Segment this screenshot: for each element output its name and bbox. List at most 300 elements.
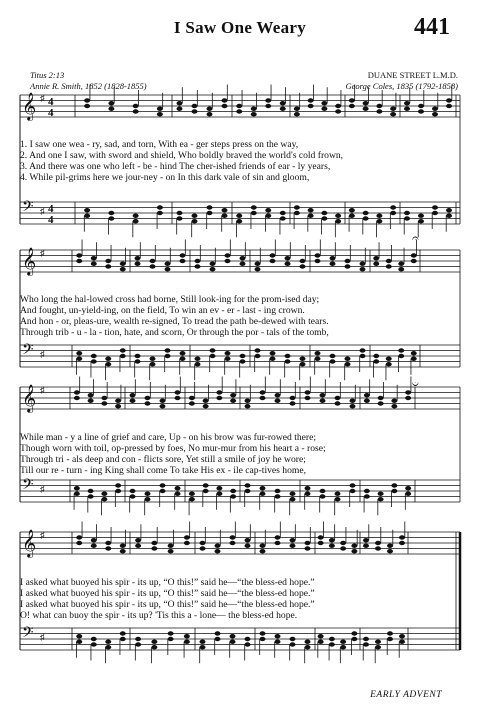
note-head <box>405 492 411 496</box>
note-head <box>177 216 183 220</box>
note-head <box>168 544 174 548</box>
note-head <box>405 390 411 394</box>
note-head <box>330 256 336 260</box>
note-head <box>270 357 276 361</box>
note-head <box>360 267 366 271</box>
note-head <box>145 396 151 400</box>
note-head <box>230 494 236 498</box>
hymn-title: I Saw One Weary <box>173 18 307 37</box>
note-head <box>192 219 198 223</box>
note-head <box>335 214 341 218</box>
note-head <box>350 483 356 487</box>
note-head <box>391 399 397 403</box>
note-head <box>315 253 321 257</box>
note-head <box>230 640 236 644</box>
note-head <box>91 354 97 358</box>
note-head <box>145 401 151 405</box>
note-head <box>432 211 438 215</box>
note-head <box>315 357 321 361</box>
note-head <box>335 497 341 501</box>
note-head <box>222 98 228 102</box>
note-head <box>215 549 221 553</box>
note-head <box>157 211 163 215</box>
note-head <box>320 399 326 403</box>
note-head <box>399 535 405 539</box>
note-head <box>133 104 139 108</box>
note-head <box>375 645 381 649</box>
note-head <box>305 640 311 644</box>
note-head <box>373 256 379 260</box>
treble-clef-icon: 𝄞 <box>22 529 37 557</box>
time-signature: 4 <box>48 96 54 108</box>
time-signature: 4 <box>48 203 54 215</box>
lyric-line: I asked what buoyed his spir - its up, “O this!” said he—“the bless-ed hope.” <box>20 577 315 588</box>
note-head <box>160 483 166 487</box>
note-head <box>398 348 404 352</box>
note-head <box>270 253 276 257</box>
time-signature: 4 <box>48 214 54 226</box>
note-head <box>275 393 281 397</box>
note-head <box>184 634 190 638</box>
note-head <box>320 393 326 397</box>
note-head <box>308 214 314 218</box>
note-head <box>245 538 251 542</box>
note-head <box>135 354 141 358</box>
note-head <box>255 267 261 271</box>
note-head <box>398 262 404 266</box>
lyric-line: And hon - or, pleas-ure, wealth re-signed, To tread the path be-dewed with tears. <box>20 316 329 328</box>
note-head <box>240 359 246 363</box>
note-head <box>230 535 236 539</box>
note-head <box>230 634 236 638</box>
note-head <box>300 259 306 263</box>
note-head <box>168 631 174 635</box>
note-head <box>432 205 438 209</box>
note-head <box>386 264 392 268</box>
note-head <box>387 631 393 635</box>
note-head <box>84 98 90 102</box>
note-head <box>390 112 396 116</box>
note-head <box>308 208 314 212</box>
note-head <box>411 259 417 263</box>
note-head <box>260 486 266 490</box>
note-head <box>404 211 410 215</box>
note-head <box>251 112 257 116</box>
note-head <box>245 637 251 641</box>
note-head <box>108 107 114 111</box>
note-head <box>300 264 306 268</box>
note-head <box>184 541 190 545</box>
note-head <box>177 211 183 215</box>
note-head <box>200 541 206 545</box>
note-head <box>330 359 336 363</box>
note-head <box>405 396 411 400</box>
note-head <box>275 494 281 498</box>
bass-clef-icon: 𝄢 <box>22 198 34 219</box>
bass-clef-icon: 𝄢 <box>22 341 34 362</box>
note-head <box>280 101 286 105</box>
note-head <box>200 640 206 644</box>
note-head <box>207 211 213 215</box>
note-head <box>222 214 228 218</box>
note-head <box>305 390 311 394</box>
note-head <box>318 535 324 539</box>
note-head <box>91 637 97 641</box>
note-head <box>363 107 369 111</box>
note-head <box>151 541 157 545</box>
note-head <box>315 259 321 263</box>
note-head <box>115 483 121 487</box>
lyrics-block-4 <box>20 577 460 621</box>
note-head <box>363 216 369 220</box>
note-head <box>88 393 94 397</box>
note-head <box>260 631 266 635</box>
note-head <box>175 396 181 400</box>
note-head <box>349 208 355 212</box>
note-head <box>165 354 171 358</box>
note-head <box>184 640 190 644</box>
note-head <box>105 362 111 366</box>
treble-clef-icon: 𝄞 <box>22 92 37 120</box>
note-head <box>418 104 424 108</box>
note-head <box>101 497 107 501</box>
note-head <box>294 211 300 215</box>
note-head <box>133 214 139 218</box>
note-head <box>76 535 82 539</box>
note-head <box>180 259 186 263</box>
note-head <box>76 351 82 355</box>
note-head <box>321 107 327 111</box>
note-head <box>135 359 141 363</box>
note-head <box>160 399 166 403</box>
note-head <box>320 489 326 493</box>
note-head <box>340 640 346 644</box>
note-head <box>363 544 369 548</box>
lyric-line: Till our re - turn - ing King shall come To take His ex - ile cap-tives home, <box>20 465 307 477</box>
note-head <box>350 489 356 493</box>
note-head <box>360 354 366 358</box>
note-head <box>290 497 296 501</box>
note-head <box>375 640 381 644</box>
note-head <box>189 497 195 501</box>
note-head <box>290 544 296 548</box>
note-head <box>120 354 126 358</box>
note-head <box>180 351 186 355</box>
note-head <box>305 492 311 496</box>
lyric-line: 3. And there was one who left - be - hind The cher-ished friends of ear - ly years, <box>20 161 331 173</box>
lyric-line: Who long the hal-lowed cross had borne, Still look-ing for the prom-ised day; <box>20 294 320 305</box>
note-head <box>240 354 246 358</box>
note-head <box>230 541 236 545</box>
note-head <box>91 642 97 646</box>
sharp-icon: ♯ <box>40 385 45 395</box>
note-head <box>133 109 139 113</box>
lyric-line: O! what can buoy the spir - its up? 'Tis this a - lone— the bless-ed hope. <box>20 610 298 622</box>
treble-clef-icon: 𝄞 <box>22 384 37 412</box>
note-head <box>363 211 369 215</box>
note-head <box>195 357 201 361</box>
note-head <box>446 98 452 102</box>
note-head <box>321 211 327 215</box>
note-head <box>345 264 351 268</box>
note-head <box>260 492 266 496</box>
note-head <box>387 549 393 553</box>
sharp-icon: ♯ <box>40 632 45 642</box>
note-head <box>207 205 213 209</box>
note-head <box>157 205 163 209</box>
note-head <box>265 98 271 102</box>
note-head <box>260 390 266 394</box>
note-head <box>390 205 396 209</box>
note-head <box>245 404 251 408</box>
note-head <box>335 109 341 113</box>
note-head <box>210 262 216 266</box>
note-head <box>168 637 174 641</box>
note-head <box>91 538 97 542</box>
note-head <box>189 401 195 405</box>
lyric-line: 1. I saw one wea - ry, sad, and torn, With ea - ger steps press on the way, <box>20 139 299 150</box>
fermata-icon: 𝄐 <box>412 231 419 245</box>
treble-clef-icon: 𝄞 <box>22 247 37 275</box>
note-head <box>192 104 198 108</box>
note-head <box>74 486 80 490</box>
note-head <box>373 359 379 363</box>
note-head <box>105 645 111 649</box>
note-head <box>320 494 326 498</box>
note-head <box>260 396 266 400</box>
note-head <box>363 642 369 646</box>
note-head <box>175 492 181 496</box>
note-head <box>318 640 324 644</box>
note-head <box>76 640 82 644</box>
note-head <box>418 214 424 218</box>
note-head <box>318 634 324 638</box>
note-head <box>216 492 222 496</box>
note-head <box>251 107 257 111</box>
note-head <box>101 492 107 496</box>
note-head <box>265 214 271 218</box>
note-head <box>418 219 424 223</box>
note-head <box>275 489 281 493</box>
note-head <box>230 399 236 403</box>
note-head <box>165 262 171 266</box>
note-head <box>290 492 296 496</box>
note-head <box>150 259 156 263</box>
note-head <box>108 211 114 215</box>
note-head <box>411 357 417 361</box>
note-head <box>215 544 221 548</box>
note-head <box>398 267 404 271</box>
note-head <box>364 489 370 493</box>
note-head <box>88 399 94 403</box>
note-head <box>446 214 452 218</box>
tune-name: DUANE STREET L.M.D. <box>367 70 458 80</box>
note-head <box>255 354 261 358</box>
note-head <box>189 396 195 400</box>
note-head <box>305 541 311 545</box>
note-head <box>275 634 281 638</box>
note-head <box>168 549 174 553</box>
note-head <box>378 492 384 496</box>
note-head <box>305 645 311 649</box>
note-head <box>340 546 346 550</box>
note-head <box>305 546 311 550</box>
note-head <box>192 109 198 113</box>
note-head <box>74 396 80 400</box>
lyric-line: Through tri - als deep and con - flicts sore, Yet still a smile of joy he wore; <box>20 454 306 466</box>
lyrics-block-1 <box>20 139 460 183</box>
tune-origin: EARLY ADVENT <box>370 690 442 700</box>
note-head <box>404 216 410 220</box>
note-head <box>135 544 141 548</box>
note-head <box>308 104 314 108</box>
note-head <box>294 205 300 209</box>
note-head <box>270 259 276 263</box>
note-head <box>203 489 209 493</box>
note-head <box>222 104 228 108</box>
note-head <box>84 208 90 212</box>
note-head <box>375 546 381 550</box>
note-head <box>133 219 139 223</box>
note-head <box>245 544 251 548</box>
lyric-line: 2. And one I saw, with sword and shield, Who boldly braved the world's cold frown, <box>20 150 344 162</box>
note-head <box>135 538 141 542</box>
note-head <box>151 640 157 644</box>
note-head <box>349 98 355 102</box>
note-head <box>280 216 286 220</box>
note-head <box>391 404 397 408</box>
note-head <box>236 109 242 113</box>
note-head <box>160 489 166 493</box>
note-head <box>387 637 393 641</box>
note-head <box>203 483 209 487</box>
note-head <box>398 354 404 358</box>
note-head <box>120 544 126 548</box>
note-head <box>130 494 136 498</box>
note-head <box>404 107 410 111</box>
lyric-line: 4. While pil-grims here we jour-ney - on In this dark vale of sin and gloom, <box>20 172 310 184</box>
note-head <box>345 259 351 263</box>
note-head <box>203 404 209 408</box>
note-head <box>192 214 198 218</box>
note-head <box>88 489 94 493</box>
note-head <box>225 357 231 361</box>
note-head <box>391 483 397 487</box>
note-head <box>399 541 405 545</box>
time-signature: 4 <box>48 107 54 119</box>
note-head <box>363 101 369 105</box>
note-head <box>349 214 355 218</box>
note-head <box>330 262 336 266</box>
note-head <box>350 399 356 403</box>
note-head <box>216 390 222 394</box>
note-head <box>91 256 97 260</box>
note-head <box>290 637 296 641</box>
note-head <box>364 494 370 498</box>
note-head <box>399 634 405 638</box>
note-head <box>160 404 166 408</box>
note-head <box>411 351 417 355</box>
note-head <box>84 214 90 218</box>
note-head <box>245 489 251 493</box>
scripture-reference: Titus 2:13 <box>30 70 65 80</box>
note-head <box>74 492 80 496</box>
note-head <box>225 351 231 355</box>
note-head <box>207 107 213 111</box>
note-head <box>240 262 246 266</box>
note-head <box>376 104 382 108</box>
note-head <box>76 253 82 257</box>
bass-clef-icon: 𝄢 <box>22 624 34 645</box>
note-head <box>76 259 82 263</box>
lyric-line: I asked what buoyed his spir - its up, “O this!” said he—“the bless-ed hope.” <box>20 599 315 611</box>
note-head <box>150 264 156 268</box>
note-head <box>260 544 266 548</box>
lyric-line: While man - y a line of grief and care, Up - on his brow was fur-rowed there; <box>20 432 317 443</box>
note-head <box>275 640 281 644</box>
note-head <box>230 393 236 397</box>
note-head <box>335 401 341 405</box>
note-head <box>290 642 296 646</box>
note-head <box>91 262 97 266</box>
note-head <box>376 109 382 113</box>
note-head <box>373 262 379 266</box>
note-head <box>386 357 392 361</box>
note-head <box>386 259 392 263</box>
note-head <box>222 208 228 212</box>
note-head <box>305 486 311 490</box>
note-head <box>300 357 306 361</box>
note-head <box>135 262 141 266</box>
note-head <box>108 101 114 105</box>
note-head <box>373 354 379 358</box>
note-head <box>345 357 351 361</box>
note-head <box>105 541 111 545</box>
note-head <box>308 98 314 102</box>
note-head <box>157 107 163 111</box>
note-head <box>270 351 276 355</box>
note-head <box>340 541 346 545</box>
note-head <box>207 112 213 116</box>
sharp-icon: ♯ <box>40 349 45 359</box>
note-head <box>210 267 216 271</box>
note-head <box>215 637 221 641</box>
note-head <box>390 211 396 215</box>
note-head <box>120 262 126 266</box>
note-head <box>399 640 405 644</box>
note-head <box>101 401 107 405</box>
note-head <box>180 253 186 257</box>
note-head <box>135 637 141 641</box>
note-head <box>115 404 121 408</box>
note-head <box>351 549 357 553</box>
note-head <box>335 219 341 223</box>
note-head <box>349 104 355 108</box>
note-head <box>91 359 97 363</box>
note-head <box>150 357 156 361</box>
note-head <box>255 262 261 266</box>
note-head <box>120 549 126 553</box>
note-head <box>230 489 236 493</box>
note-head <box>275 399 281 403</box>
note-head <box>216 396 222 400</box>
note-head <box>245 642 251 646</box>
note-head <box>175 390 181 394</box>
note-head <box>108 216 114 220</box>
note-head <box>245 399 251 403</box>
note-head <box>251 205 257 209</box>
note-head <box>351 631 357 635</box>
